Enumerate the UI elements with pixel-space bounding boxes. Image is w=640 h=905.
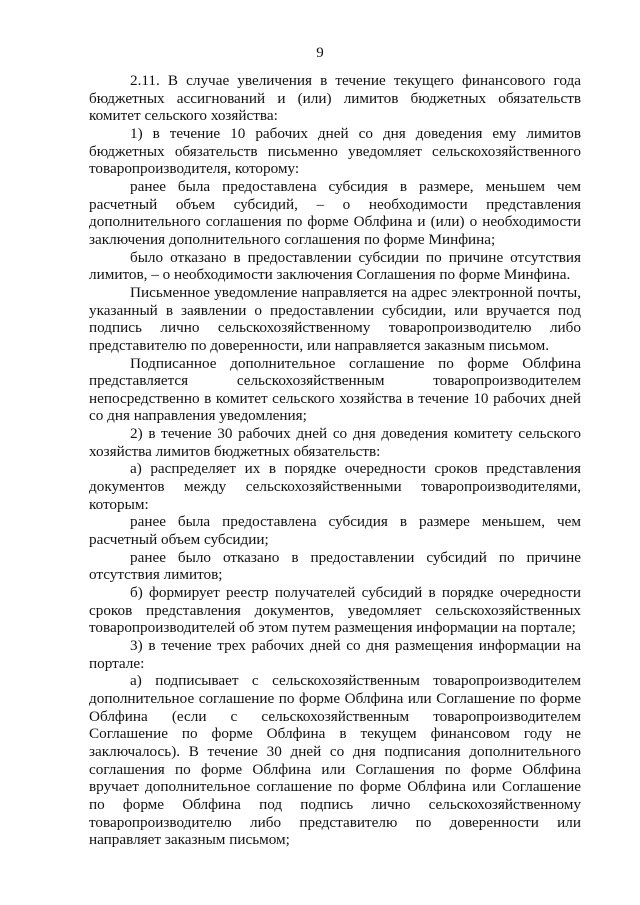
paragraph-item-1: 1) в течение 10 рабочих дней со дня доведения ему лимитов бюджетных обязательств письменно уведомляет сельскохозяйственного товаропроизводителя, которому: [89,124,581,178]
paragraph-item-3a: а) подписывает с сельскохозяйственным товаропроизводителем дополнительное соглашение по форме Облфина или Соглашение по форме Облфина (если с сельскохозяйственным товаропроизводителем Соглашение по форме Облфина в текущем финансовом году не заключалось). В течение 30 дней со дня подписания дополнительного соглашения по форме Облфина или Соглашения по форме Облфина вручает дополнительное соглашение по форме Облфина или Соглашение по форме Облфина под подпись лично сельскохозяйственному товаропроизводителю либо представителю по доверенности или направляет заказным письмом; [89,672,581,849]
paragraph-2-11-intro: 2.11. В случае увеличения в течение текущего финансового года бюджетных ассигнований и (или) лимитов бюджетных обязательств комитет сельского хозяйства: [89,72,581,125]
paragraph-item-3: 3) в течение трех рабочих дней со дня размещения информации на портале: [89,637,581,672]
paragraph-notification-delivery: Письменное уведомление направляется на адрес электронной почты, указанный в заявлении о предоставлении субсидии, или вручается под подпись лично сельскохозяйственному товаропроизводителю либо представителю по доверенности, или направляется заказным письмом. [89,283,581,354]
paragraph-item-1-case-reduced-subsidy: ранее была предоставлена субсидия в размере, меньшем чем расчетный объем субсидий, – о необходимости представления дополнительного соглашения по форме Облфина и (или) о необходимости заключения дополнительного соглашения по форме Минфина; [89,177,581,248]
paragraph-item-2b: б) формирует реестр получателей субсидий в порядке очередности сроков представления документов, уведомляет сельскохозяйственных товаропроизводителей об этом путем размещения информации на портале; [89,584,581,637]
paragraph-item-2: 2) в течение 30 рабочих дней со дня доведения комитету сельского хозяйства лимитов бюджетных обязательств: [89,425,581,460]
paragraph-signed-agreement: Подписанное дополнительное соглашение по форме Облфина представляется сельскохозяйственным товаропроизводителем непосредственно в комитет сельского хозяйства в течение 10 рабочих дней со дня направления уведомления; [89,354,581,425]
paragraph-item-1-case-refused: было отказано в предоставлении субсидии по причине отсутствия лимитов, – о необходимости заключения Соглашения по форме Минфина. [89,248,581,284]
page-number: 9 [316,45,324,61]
paragraph-item-2a-case-refused: ранее было отказано в предоставлении субсидий по причине отсутствия лимитов; [89,548,581,584]
document-body [89,72,581,849]
paragraph-item-2a: а) распределяет их в порядке очередности сроков представления документов между сельскохозяйственными товаропроизводителями, которым: [89,460,581,513]
paragraph-item-2a-case-reduced: ранее была предоставлена субсидия в размере меньшем, чем расчетный объем субсидии; [89,513,581,549]
